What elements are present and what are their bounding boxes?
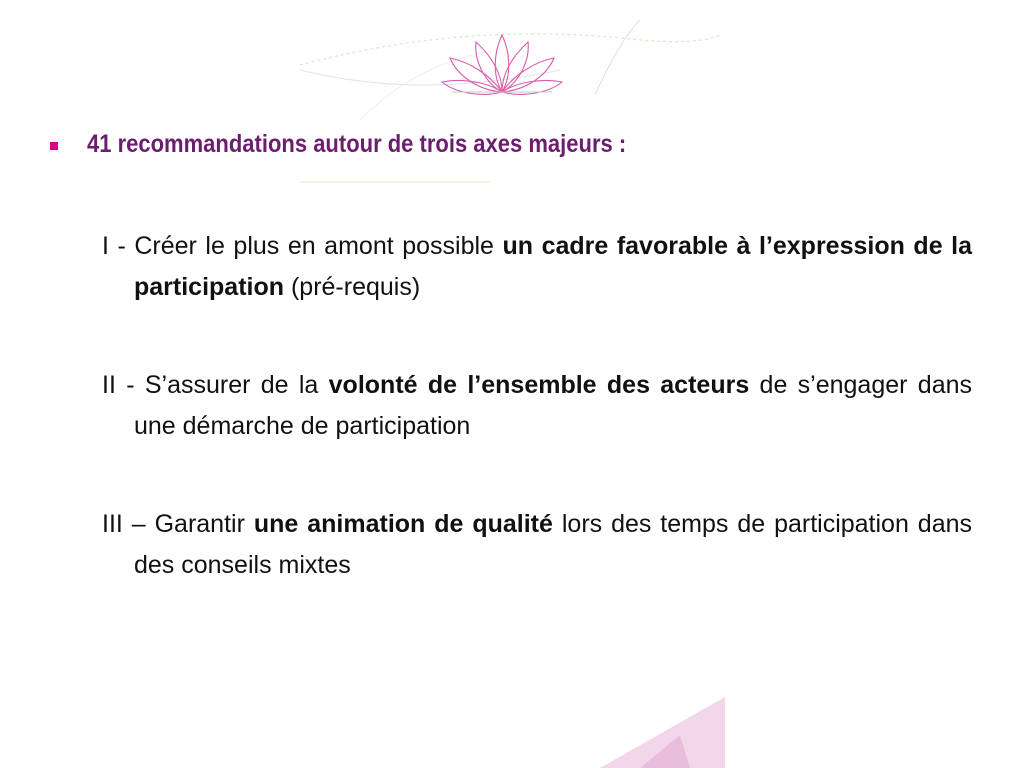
axis-1-suffix: (pré-requis): [284, 273, 421, 301]
axis-2-suffix: de s’engager dans une démarche de participation: [134, 371, 972, 440]
lotus-logo-icon: [432, 30, 572, 120]
axis-2-prefix: II - S’assurer de la: [102, 371, 329, 399]
square-bullet-icon: [50, 142, 58, 150]
axis-1-bold: un cadre favorable à l’expression de la participation: [134, 232, 972, 301]
heading-row: [50, 130, 950, 159]
slide-heading: 41 recommandations autour de trois axes majeurs :: [87, 130, 627, 158]
recommendation-axis-2: [102, 365, 972, 447]
recommendation-axis-3: [102, 504, 972, 586]
axis-3-prefix: III – Garantir: [102, 510, 254, 538]
axis-2-bold: volonté de l’ensemble des acteurs: [328, 371, 750, 399]
axis-3-bold: une animation de qualité: [253, 510, 553, 538]
axis-1-prefix: I - Créer le plus en amont possible: [102, 232, 503, 260]
axis-3-suffix: lors des temps de participation dans des conseils mixtes: [134, 510, 973, 579]
recommendation-axis-1: [102, 226, 972, 308]
